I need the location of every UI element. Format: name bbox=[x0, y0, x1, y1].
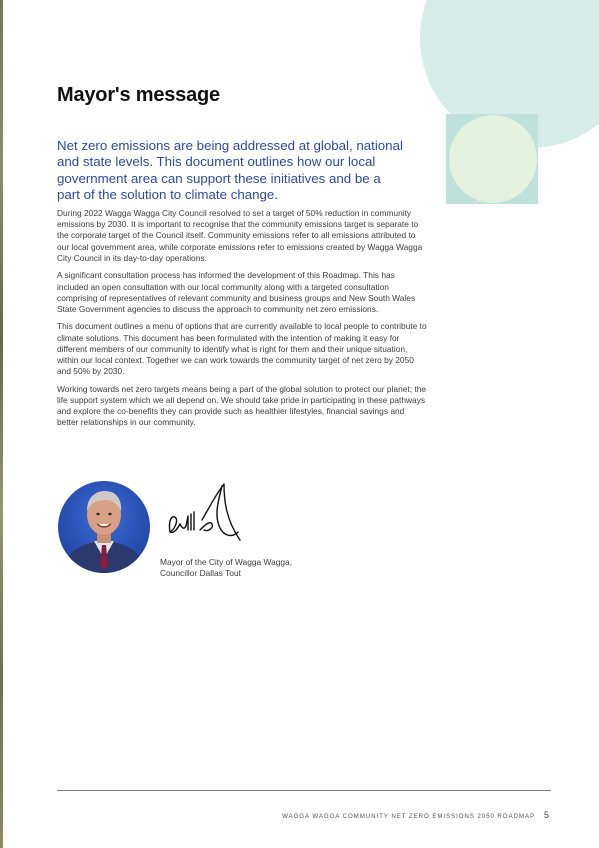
caption-title-line: Mayor of the City of Wagga Wagga, bbox=[160, 557, 293, 567]
left-edge-photo-strip bbox=[0, 0, 3, 848]
body-paragraph-4: Working towards net zero targets means being a part of the global solution to protect our planet; the life support system which we all depend on. We should take pride in participating in these pathways and explore the co-benefits they can provide such as healthier lifestyles, financial savings and better relationships in our community. bbox=[57, 383, 427, 428]
decorative-square bbox=[446, 114, 538, 204]
body-paragraph-2: A significant consultation process has informed the development of this Roadmap. This has included an open consultation with our local community along with a targeted consultation comprising of representatives of relevant community and business groups and New South Wales State Government agencies to discuss the approach to community net zero emissions. bbox=[57, 270, 416, 314]
lead-paragraph: Net zero emissions are being addressed at global, national and state levels. This document outlines how our local government area can support these initiatives and be a part of the solution to climate change. bbox=[57, 138, 403, 202]
decorative-circle-large bbox=[420, 0, 599, 148]
body-paragraph-3: This document outlines a menu of options that are currently available to local people to contribute to climate solutions. This document has been formulated with the intention of making it easy for different members of our community to identify what is right for them and their unique situation, within our local context. Together we can work towards the community target of net zero by 2050 and 50% by 2030. bbox=[57, 321, 427, 377]
caption-name-line: Councillor Dallas Tout bbox=[160, 568, 241, 579]
signature-caption bbox=[160, 557, 360, 580]
page-title: Mayor's message bbox=[57, 84, 220, 106]
body-text bbox=[57, 208, 427, 435]
decorative-circle-small bbox=[449, 115, 537, 203]
footer-divider bbox=[57, 790, 551, 791]
signature-image bbox=[164, 480, 244, 548]
mayor-portrait bbox=[58, 481, 150, 573]
footer-document-title: WAGGA WAGGA COMMUNITY NET ZERO EMISSIONS 2050 ROADMAP bbox=[282, 813, 535, 820]
page-number: 5 bbox=[544, 810, 549, 820]
body-paragraph-1: During 2022 Wagga Wagga City Council resolved to set a target of 50% reduction in community emissions by 2030. It is important to recognise that the community emissions target is separate to the corporate target of the Council itself. Community emissions refer to all emissions attributed to our local government area, while corporate emissions refer to emissions created by Wagga Wagga City Council in its day-to-day operations. bbox=[57, 208, 423, 263]
